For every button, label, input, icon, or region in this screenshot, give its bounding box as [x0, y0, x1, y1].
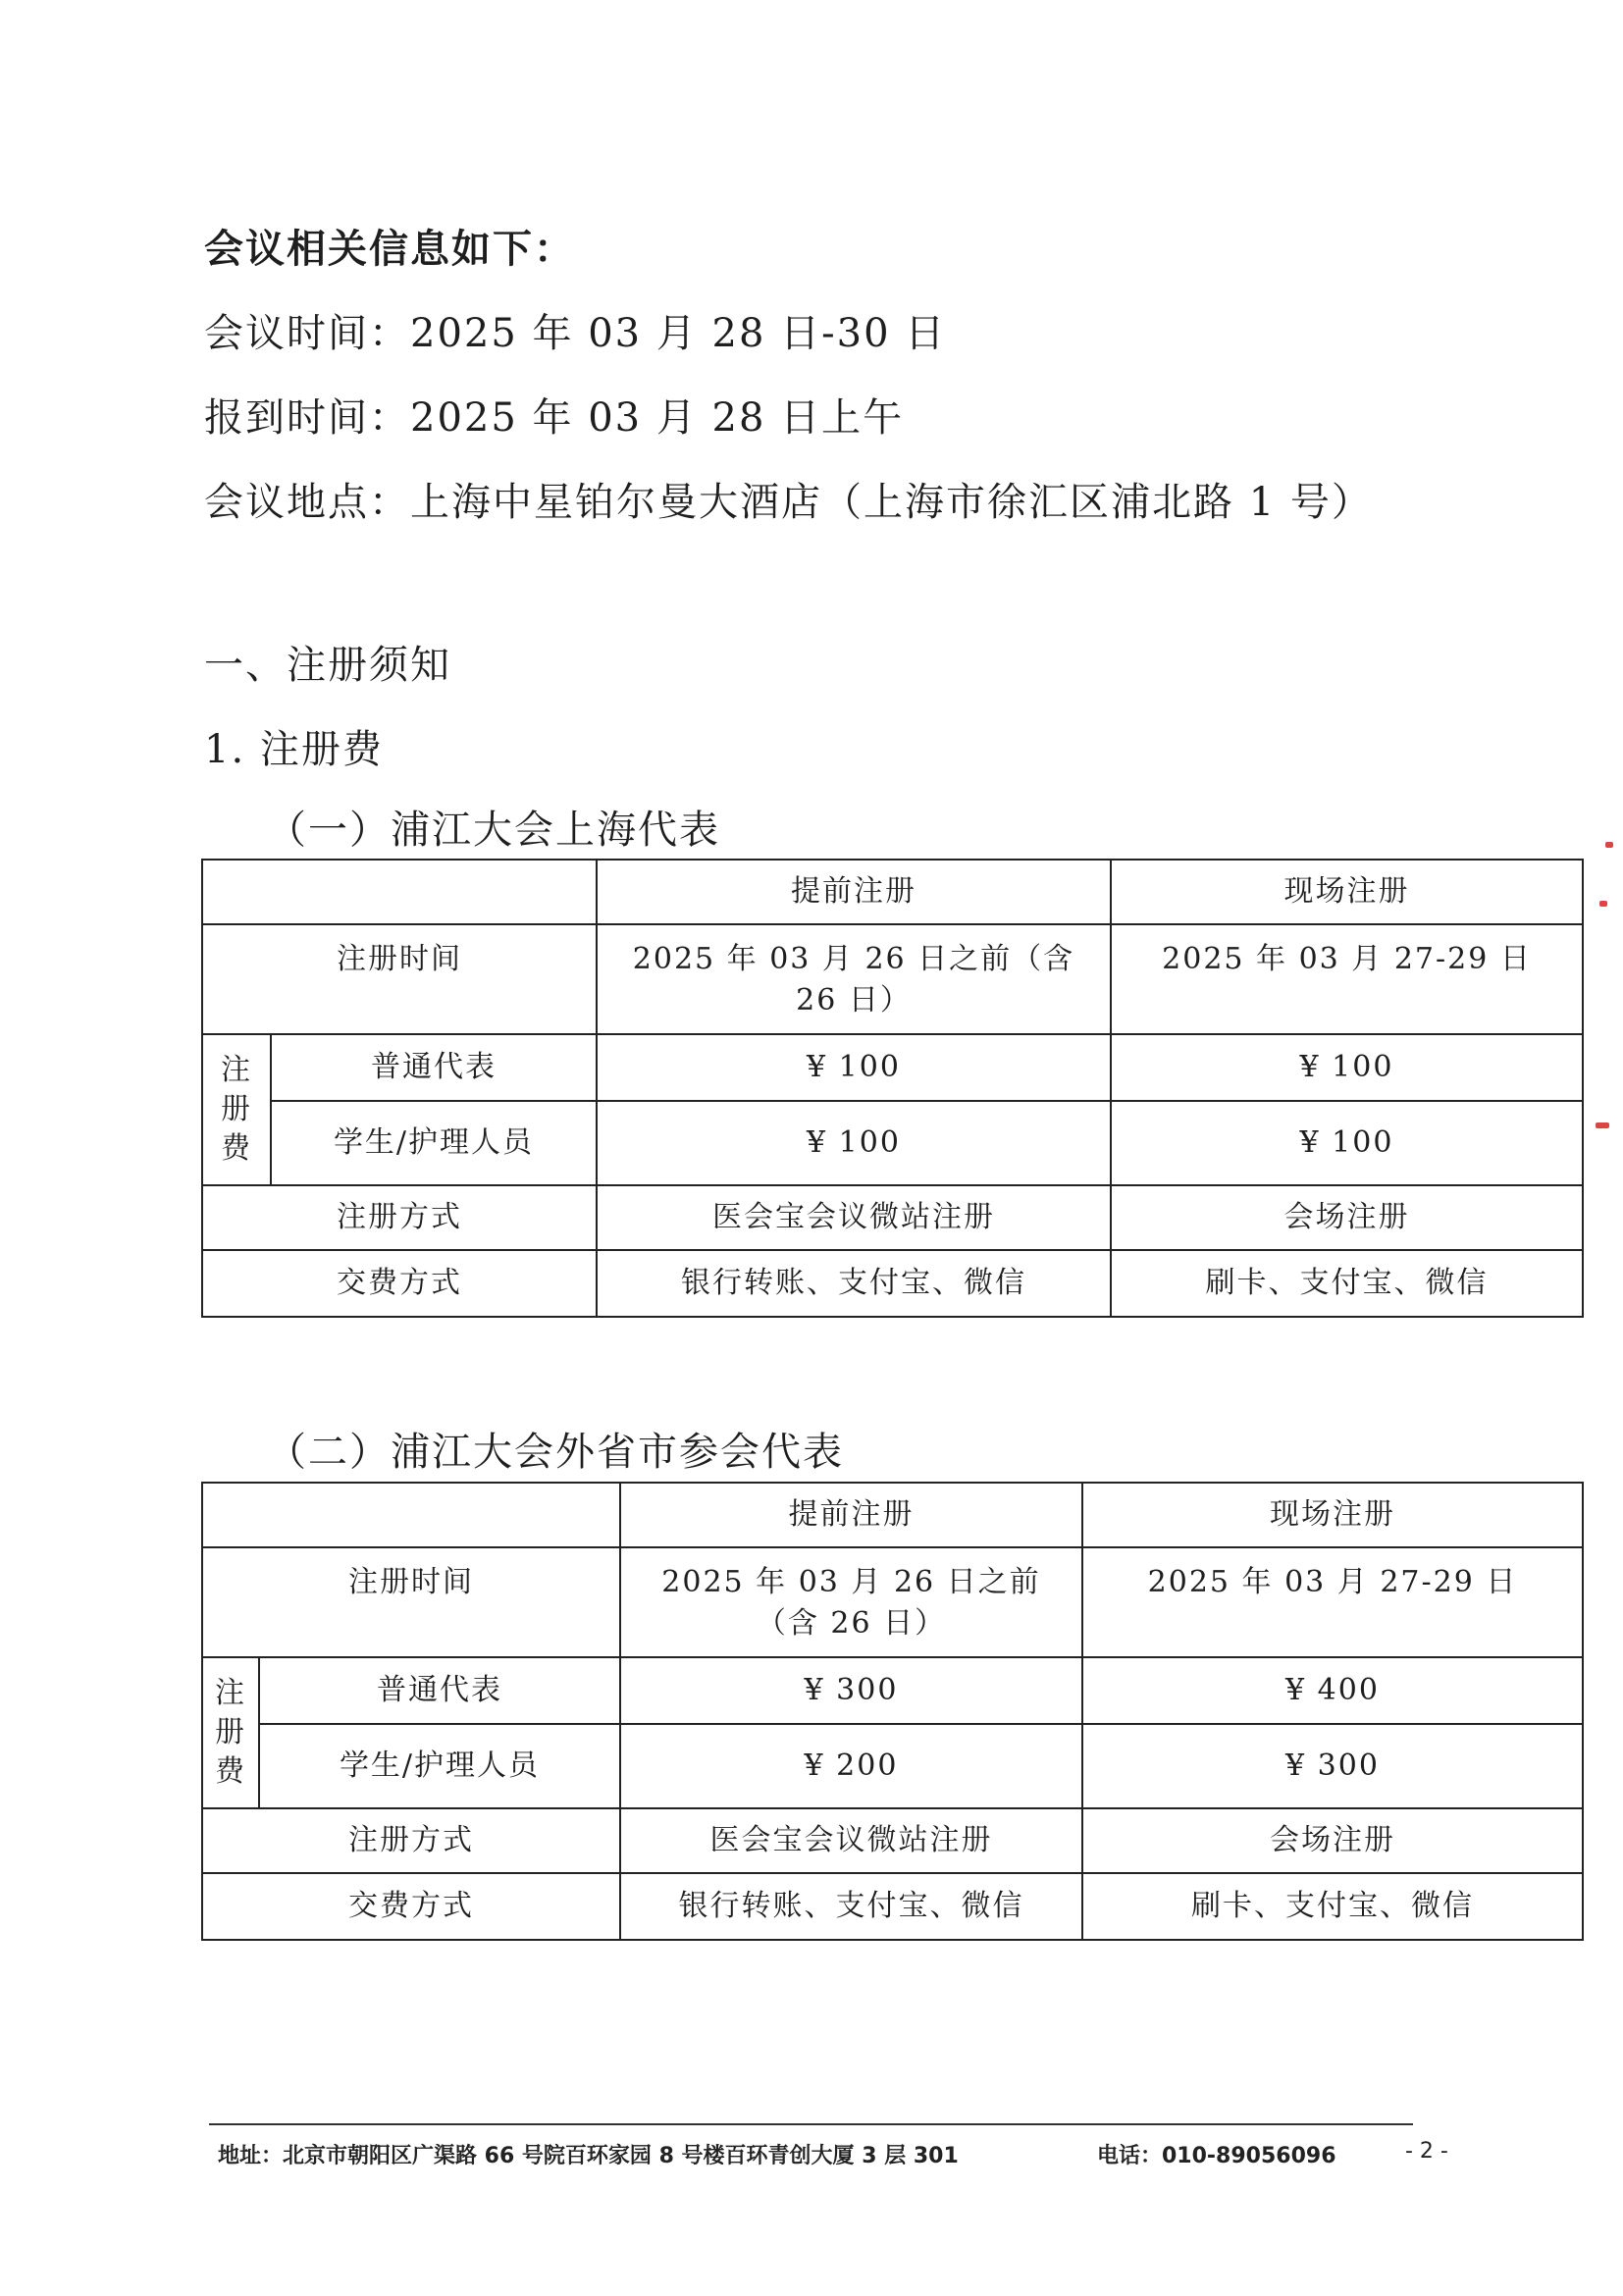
time-onsite: 2025 年 03 月 27-29 日 [1111, 924, 1583, 1034]
meeting-time: 会议时间：2025 年 03 月 28 日-30 日 [204, 311, 947, 356]
time-early: 2025 年 03 月 26 日之前（含 26 日） [620, 1547, 1082, 1657]
pay-onsite: 刷卡、支付宝、微信 [1111, 1250, 1583, 1317]
subsection-title: 1. 注册费 [204, 727, 384, 772]
info-heading: 会议相关信息如下： [204, 226, 575, 272]
fee-row-label: 普通代表 [271, 1034, 597, 1101]
scan-artifact-mark [1599, 901, 1607, 907]
time-label: 注册时间 [202, 924, 597, 1034]
fee-early: ¥ 300 [620, 1657, 1082, 1724]
method-onsite: 会场注册 [1082, 1808, 1583, 1873]
fee-group-label-text: 注册费 [221, 1053, 252, 1166]
footer-address: 地址：北京市朝阳区广渠路 66 号院百环家园 8 号楼百环青创大厦 3 层 301 [218, 2144, 959, 2168]
header-empty-cell [202, 860, 597, 924]
method-label: 注册方式 [202, 1808, 620, 1873]
fee-group-label [202, 1657, 259, 1808]
fee-onsite: ¥ 100 [1111, 1101, 1583, 1185]
footer-phone: 电话：010-89056096 [1097, 2144, 1336, 2168]
method-label: 注册方式 [202, 1185, 597, 1250]
pay-label: 交费方式 [202, 1250, 597, 1317]
table2-caption: （二）浦江大会外省市参会代表 [267, 1430, 844, 1475]
method-early: 医会宝会议微站注册 [597, 1185, 1111, 1250]
col-header-onsite: 现场注册 [1082, 1483, 1583, 1547]
fee-group-label-text: 注册费 [215, 1676, 246, 1789]
time-early: 2025 年 03 月 26 日之前（含 26 日） [597, 924, 1111, 1034]
fee-early: ¥ 200 [620, 1724, 1082, 1808]
fee-row-label: 普通代表 [259, 1657, 620, 1724]
footer-divider [209, 2123, 1413, 2125]
time-onsite: 2025 年 03 月 27-29 日 [1082, 1547, 1583, 1657]
pay-early: 银行转账、支付宝、微信 [597, 1250, 1111, 1317]
header-empty-cell [202, 1483, 620, 1547]
col-header-early: 提前注册 [620, 1483, 1082, 1547]
page-number: - 2 - [1405, 2139, 1448, 2164]
fee-row-label: 学生/护理人员 [259, 1724, 620, 1808]
fee-early: ¥ 100 [597, 1101, 1111, 1185]
col-header-early: 提前注册 [597, 860, 1111, 924]
pay-early: 银行转账、支付宝、微信 [620, 1873, 1082, 1940]
table1-caption: （一）浦江大会上海代表 [267, 808, 720, 853]
fee-onsite: ¥ 300 [1082, 1724, 1583, 1808]
scan-artifact-mark [1605, 842, 1613, 848]
method-onsite: 会场注册 [1111, 1185, 1583, 1250]
fee-row-label: 学生/护理人员 [271, 1101, 597, 1185]
section-title: 一、注册须知 [204, 643, 451, 688]
scan-artifact-mark [1596, 1122, 1609, 1128]
fee-table-shanghai [201, 859, 1584, 1318]
meeting-venue: 会议地点：上海中星铂尔曼大酒店（上海市徐汇区浦北路 1 号） [204, 480, 1373, 525]
method-early: 医会宝会议微站注册 [620, 1808, 1082, 1873]
pay-label: 交费方式 [202, 1873, 620, 1940]
fee-onsite: ¥ 400 [1082, 1657, 1583, 1724]
fee-group-label [202, 1034, 271, 1185]
fee-table-other-provinces [201, 1482, 1584, 1941]
col-header-onsite: 现场注册 [1111, 860, 1583, 924]
fee-early: ¥ 100 [597, 1034, 1111, 1101]
fee-onsite: ¥ 100 [1111, 1034, 1583, 1101]
time-label: 注册时间 [202, 1547, 620, 1657]
pay-onsite: 刷卡、支付宝、微信 [1082, 1873, 1583, 1940]
checkin-time: 报到时间：2025 年 03 月 28 日上午 [204, 395, 905, 441]
